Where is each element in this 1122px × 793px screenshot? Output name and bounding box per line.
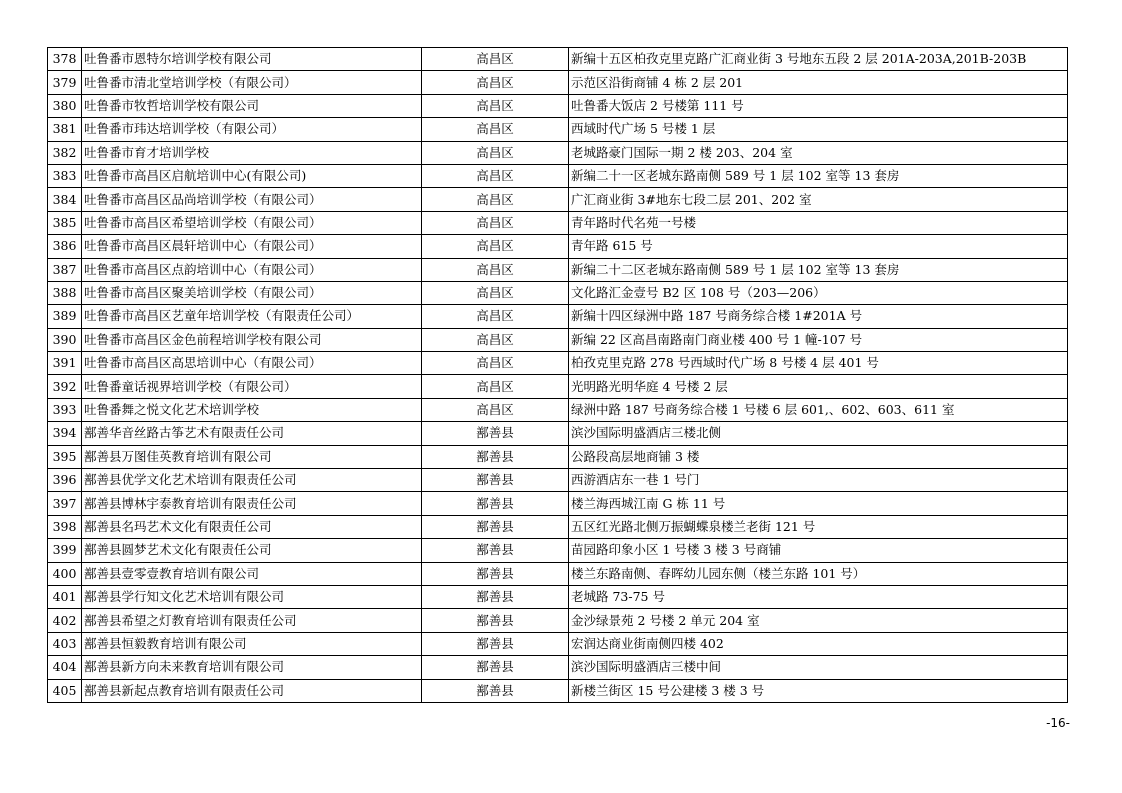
row-number: 381 (48, 118, 82, 141)
district: 高昌区 (422, 305, 569, 328)
row-number: 396 (48, 469, 82, 492)
table-row (48, 398, 1068, 421)
table-row (48, 679, 1068, 702)
district: 高昌区 (422, 281, 569, 304)
institution-name: 吐鲁番市高昌区聚美培训学校（有限公司） (82, 281, 422, 304)
institution-name: 鄯善县圆梦艺术文化有限责任公司 (82, 539, 422, 562)
district: 高昌区 (422, 258, 569, 281)
institution-name: 吐鲁番市育才培训学校 (82, 141, 422, 164)
table-row (48, 632, 1068, 655)
institution-table (47, 47, 1068, 703)
district: 高昌区 (422, 398, 569, 421)
district: 鄯善县 (422, 632, 569, 655)
table-row (48, 422, 1068, 445)
table-row (48, 141, 1068, 164)
table-row (48, 492, 1068, 515)
institution-name: 吐鲁番市高昌区希望培训学校（有限公司） (82, 211, 422, 234)
table-row (48, 71, 1068, 94)
row-number: 389 (48, 305, 82, 328)
address: 柏孜克里克路 278 号西域时代广场 8 号楼 4 层 401 号 (569, 352, 1068, 375)
address: 示范区沿街商铺 4 栋 2 层 201 (569, 71, 1068, 94)
district: 鄯善县 (422, 515, 569, 538)
table-row (48, 281, 1068, 304)
institution-name: 鄯善县希望之灯教育培训有限责任公司 (82, 609, 422, 632)
district: 鄯善县 (422, 656, 569, 679)
district: 高昌区 (422, 141, 569, 164)
row-number: 382 (48, 141, 82, 164)
row-number: 398 (48, 515, 82, 538)
address: 新楼兰街区 15 号公建楼 3 楼 3 号 (569, 679, 1068, 702)
institution-name: 鄯善县壹零壹教育培训有限公司 (82, 562, 422, 585)
table-row (48, 585, 1068, 608)
address: 光明路光明华庭 4 号楼 2 层 (569, 375, 1068, 398)
row-number: 402 (48, 609, 82, 632)
district: 高昌区 (422, 375, 569, 398)
district: 高昌区 (422, 352, 569, 375)
row-number: 378 (48, 48, 82, 71)
institution-name: 鄯善县名玛艺术文化有限责任公司 (82, 515, 422, 538)
institution-name: 吐鲁番市高昌区晨轩培训中心（有限公司） (82, 235, 422, 258)
address: 五区红光路北侧万振蝴蝶泉楼兰老街 121 号 (569, 515, 1068, 538)
institution-name: 吐鲁番市牧哲培训学校有限公司 (82, 94, 422, 117)
row-number: 392 (48, 375, 82, 398)
table-row (48, 164, 1068, 187)
district: 高昌区 (422, 188, 569, 211)
institution-name: 吐鲁番市清北堂培训学校（有限公司） (82, 71, 422, 94)
institution-name: 吐鲁番市高昌区艺童年培训学校（有限责任公司） (82, 305, 422, 328)
address: 新编 22 区高昌南路南门商业楼 400 号 1 幢-107 号 (569, 328, 1068, 351)
institution-name: 鄯善县学行知文化艺术培训有限公司 (82, 585, 422, 608)
district: 高昌区 (422, 48, 569, 71)
address: 文化路汇金壹号 B2 区 108 号（203—206） (569, 281, 1068, 304)
institution-name: 鄯善华音丝路古筝艺术有限责任公司 (82, 422, 422, 445)
institution-name: 吐鲁番市高昌区高思培训中心（有限公司） (82, 352, 422, 375)
address: 新编十四区绿洲中路 187 号商务综合楼 1#201A 号 (569, 305, 1068, 328)
row-number: 391 (48, 352, 82, 375)
district: 高昌区 (422, 94, 569, 117)
address: 公路段高层地商铺 3 楼 (569, 445, 1068, 468)
district: 鄯善县 (422, 492, 569, 515)
district: 高昌区 (422, 211, 569, 234)
row-number: 403 (48, 632, 82, 655)
table-row (48, 656, 1068, 679)
institution-name: 吐鲁番市高昌区启航培训中心(有限公司) (82, 164, 422, 187)
table-row (48, 188, 1068, 211)
district: 鄯善县 (422, 679, 569, 702)
address: 绿洲中路 187 号商务综合楼 1 号楼 6 层 601,、602、603、611 室 (569, 398, 1068, 421)
address: 广汇商业街 3#地东七段二层 201、202 室 (569, 188, 1068, 211)
district: 鄯善县 (422, 562, 569, 585)
institution-name: 吐鲁番市高昌区品尚培训学校（有限公司） (82, 188, 422, 211)
address: 新编二十一区老城东路南侧 589 号 1 层 102 室等 13 套房 (569, 164, 1068, 187)
row-number: 395 (48, 445, 82, 468)
address: 滨沙国际明盛酒店三楼北侧 (569, 422, 1068, 445)
institution-name: 鄯善县万图佳英教育培训有限公司 (82, 445, 422, 468)
table-body (48, 48, 1068, 703)
table-row (48, 48, 1068, 71)
institution-name: 鄯善县博林宇泰教育培训有限责任公司 (82, 492, 422, 515)
table-row (48, 352, 1068, 375)
row-number: 397 (48, 492, 82, 515)
address: 吐鲁番大饭店 2 号楼第 111 号 (569, 94, 1068, 117)
address: 青年路 615 号 (569, 235, 1068, 258)
table-row (48, 515, 1068, 538)
address: 青年路时代名苑一号楼 (569, 211, 1068, 234)
institution-name: 鄯善县新起点教育培训有限责任公司 (82, 679, 422, 702)
institution-name: 吐鲁番市玮达培训学校（有限公司） (82, 118, 422, 141)
address: 滨沙国际明盛酒店三楼中间 (569, 656, 1068, 679)
district: 鄯善县 (422, 445, 569, 468)
row-number: 379 (48, 71, 82, 94)
address: 新编十五区柏孜克里克路广汇商业街 3 号地东五段 2 层 201A-203A,201B-203B (569, 48, 1068, 71)
table-row (48, 562, 1068, 585)
address: 西域时代广场 5 号楼 1 层 (569, 118, 1068, 141)
address: 楼兰海西城江南 G 栋 11 号 (569, 492, 1068, 515)
row-number: 401 (48, 585, 82, 608)
institution-name: 吐鲁番市恩特尔培训学校有限公司 (82, 48, 422, 71)
row-number: 393 (48, 398, 82, 421)
table-row (48, 375, 1068, 398)
institution-name: 吐鲁番市高昌区金色前程培训学校有限公司 (82, 328, 422, 351)
institution-name: 鄯善县新方向未来教育培训有限公司 (82, 656, 422, 679)
address: 宏润达商业街南侧四楼 402 (569, 632, 1068, 655)
table-row (48, 211, 1068, 234)
row-number: 405 (48, 679, 82, 702)
row-number: 394 (48, 422, 82, 445)
table-row (48, 328, 1068, 351)
address: 楼兰东路南侧、春晖幼儿园东侧（楼兰东路 101 号） (569, 562, 1068, 585)
district: 鄯善县 (422, 585, 569, 608)
table-row (48, 94, 1068, 117)
table-row (48, 258, 1068, 281)
row-number: 386 (48, 235, 82, 258)
institution-name: 吐鲁番舞之悦文化艺术培训学校 (82, 398, 422, 421)
row-number: 387 (48, 258, 82, 281)
address: 苗园路印象小区 1 号楼 3 楼 3 号商铺 (569, 539, 1068, 562)
address: 新编二十二区老城东路南侧 589 号 1 层 102 室等 13 套房 (569, 258, 1068, 281)
district: 高昌区 (422, 164, 569, 187)
institution-name: 鄯善县优学文化艺术培训有限责任公司 (82, 469, 422, 492)
address: 老城路豪门国际一期 2 楼 203、204 室 (569, 141, 1068, 164)
address: 金沙绿景苑 2 号楼 2 单元 204 室 (569, 609, 1068, 632)
institution-name: 吐鲁番市高昌区点韵培训中心（有限公司） (82, 258, 422, 281)
district: 高昌区 (422, 328, 569, 351)
district: 鄯善县 (422, 539, 569, 562)
table-row (48, 305, 1068, 328)
district: 高昌区 (422, 118, 569, 141)
institution-name: 吐鲁番童话视界培训学校（有限公司） (82, 375, 422, 398)
district: 鄯善县 (422, 422, 569, 445)
table-row (48, 539, 1068, 562)
row-number: 385 (48, 211, 82, 234)
row-number: 383 (48, 164, 82, 187)
row-number: 399 (48, 539, 82, 562)
row-number: 380 (48, 94, 82, 117)
table-row (48, 118, 1068, 141)
district: 鄯善县 (422, 469, 569, 492)
district: 鄯善县 (422, 609, 569, 632)
institution-name: 鄯善县恒毅教育培训有限公司 (82, 632, 422, 655)
district: 高昌区 (422, 235, 569, 258)
row-number: 384 (48, 188, 82, 211)
address: 老城路 73-75 号 (569, 585, 1068, 608)
row-number: 400 (48, 562, 82, 585)
row-number: 404 (48, 656, 82, 679)
table-row (48, 609, 1068, 632)
page-number: -16- (1046, 716, 1070, 730)
table-row (48, 235, 1068, 258)
table-row (48, 445, 1068, 468)
district: 高昌区 (422, 71, 569, 94)
row-number: 390 (48, 328, 82, 351)
row-number: 388 (48, 281, 82, 304)
table-row (48, 469, 1068, 492)
address: 西游酒店东一巷 1 号门 (569, 469, 1068, 492)
